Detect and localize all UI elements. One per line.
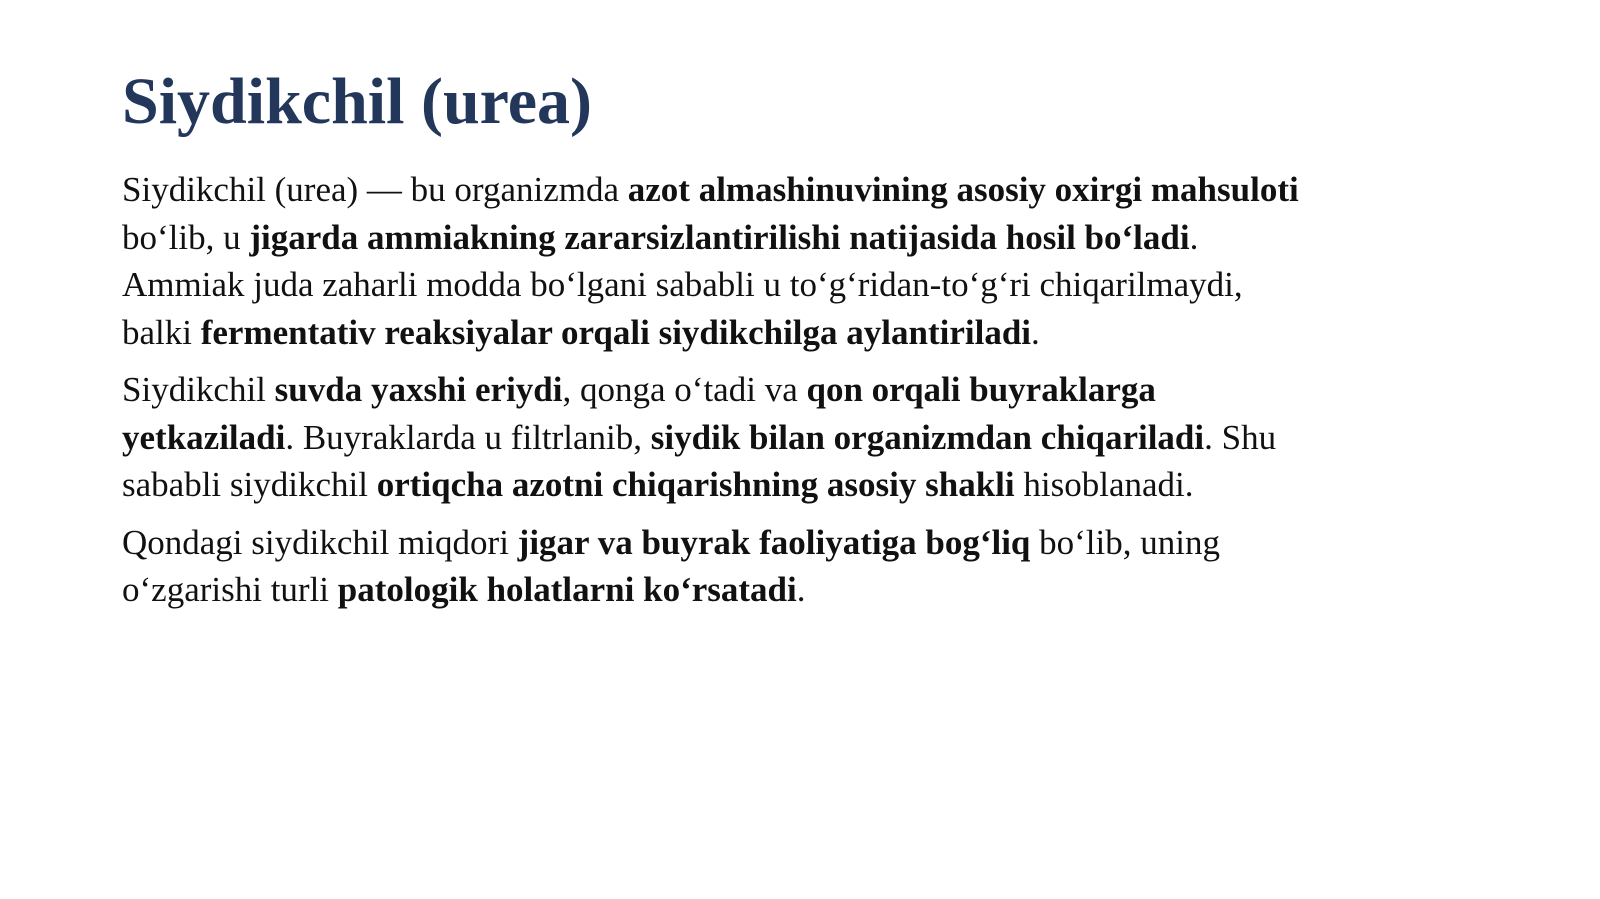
text-run: Qondagi siydikchil miqdori <box>122 522 518 562</box>
text-line <box>122 519 1482 567</box>
paragraph-3 <box>122 519 1482 614</box>
paragraph-2 <box>122 366 1482 509</box>
bold-text-run: jigar va buyrak faoliyatiga bog‘liq <box>517 522 1031 562</box>
text-line <box>122 261 1482 309</box>
text-run: balki <box>122 312 201 352</box>
bold-text-run: fermentativ reaksiyalar orqali siydikchilga aylantiriladi <box>200 312 1032 352</box>
text-line <box>122 166 1482 214</box>
text-run: o‘zgarishi turli <box>122 570 338 609</box>
bold-text-run: yetkaziladi <box>122 417 286 457</box>
text-line <box>122 309 1482 357</box>
text-line <box>122 414 1482 462</box>
bold-text-run: qon orqali buyraklarga <box>806 370 1156 409</box>
text-line <box>122 366 1482 414</box>
bold-text-run: jigarda ammiakning zararsizlantirilishi natijasida hosil bo‘ladi <box>249 217 1190 257</box>
text-run: . <box>796 570 806 609</box>
text-line <box>122 461 1482 509</box>
bold-text-run: suvda yaxshi eriydi <box>274 370 563 409</box>
text-run: . Shu <box>1204 417 1277 457</box>
paragraph-1 <box>122 166 1482 356</box>
text-run: . Buyraklarda u filtrlanib, <box>285 417 651 457</box>
text-run: Siydikchil (urea) — bu organizmda <box>122 170 628 209</box>
text-run: . <box>1189 217 1199 257</box>
text-run: sababli siydikchil <box>122 465 377 504</box>
text-run: . <box>1031 312 1040 352</box>
text-line <box>122 214 1482 262</box>
bold-text-run: siydik bilan organizmdan chiqariladi <box>650 417 1205 457</box>
text-line <box>122 566 1482 614</box>
text-run: bo‘lib, uning <box>1030 522 1220 562</box>
slide-body <box>122 166 1482 624</box>
slide-title: Siydikchil (urea) <box>122 65 593 138</box>
text-run: , qonga o‘tadi va <box>562 370 807 409</box>
bold-text-run: ortiqcha azotni chiqarishning asosiy shakli <box>376 465 1015 504</box>
text-run: bo‘lib, u <box>122 217 250 257</box>
text-run: Ammiak juda zaharli modda bo‘lgani sababli u to‘g‘ridan-to‘g‘ri chiqarilmaydi, <box>122 265 1243 304</box>
text-run: Siydikchil <box>122 370 275 409</box>
text-run: hisoblanadi. <box>1014 465 1194 504</box>
bold-text-run: patologik holatlarni ko‘rsatadi <box>337 570 797 609</box>
bold-text-run: azot almashinuvining asosiy oxirgi mahsuloti <box>627 170 1299 209</box>
